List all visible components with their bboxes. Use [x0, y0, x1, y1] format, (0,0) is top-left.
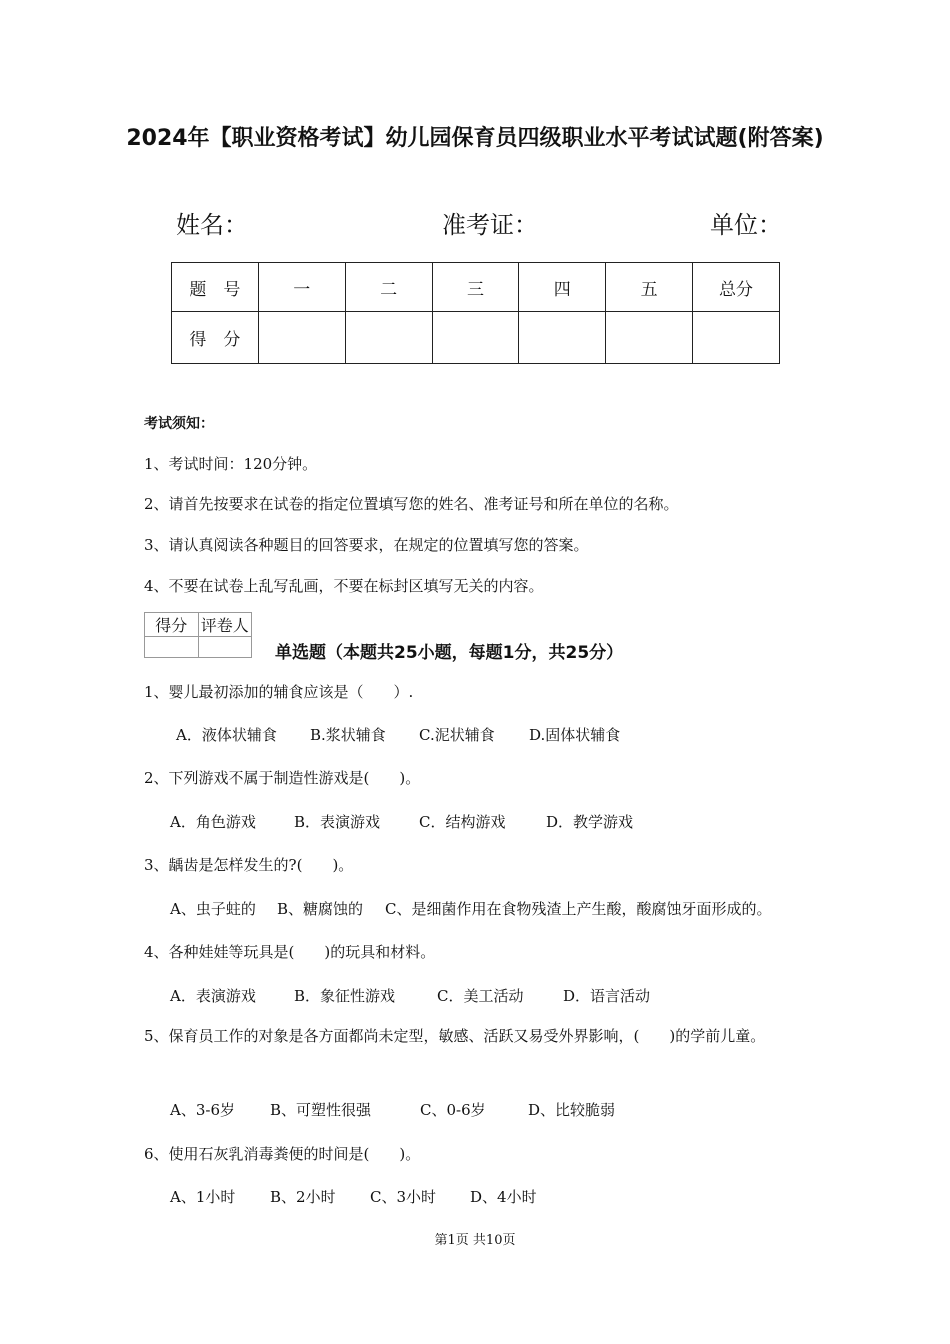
option-4c: C．美工活动: [437, 987, 524, 1005]
score-table-score-row: [172, 312, 780, 364]
score-header-cell: 题 号: [172, 263, 259, 312]
option-5b: B、可塑性很强: [270, 1101, 372, 1119]
score-cell: [432, 312, 519, 364]
option-6b: B、2小时: [270, 1188, 336, 1206]
grader-name-cell: [198, 637, 252, 658]
score-table-header-row: [172, 263, 780, 312]
option-2a: A．角色游戏: [170, 813, 256, 831]
option-1b: B.浆状辅食: [310, 726, 386, 744]
score-cell: [606, 312, 693, 364]
page-title: 2024年【职业资格考试】幼儿园保育员四级职业水平考试试题(附答案): [126, 126, 824, 151]
note-item: 1、考试时间：120分钟。: [144, 455, 318, 473]
grader-score-label: 得分: [145, 613, 199, 637]
option-1d: D.固体状辅食: [529, 726, 621, 744]
option-6c: C、3小时: [370, 1188, 437, 1206]
option-1a: A．液体状辅食: [176, 726, 277, 744]
score-cell: [693, 312, 780, 364]
option-3c: C、是细菌作用在食物残渣上产生酸，酸腐蚀牙面形成的。: [385, 900, 772, 918]
question-3: 3、龋齿是怎样发生的?( )。: [144, 856, 354, 874]
score-header-cell: 总分: [693, 263, 780, 312]
option-3b: B、糖腐蚀的: [277, 900, 364, 918]
section-title: 单选题（本题共25小题，每题1分，共25分）: [275, 643, 624, 663]
grader-name-label: 评卷人: [198, 613, 252, 637]
option-6a: A、1小时: [170, 1188, 236, 1206]
question-5: 5、保育员工作的对象是各方面都尚未定型，敏感、活跃又易受外界影响，( )的学前儿童。: [144, 1027, 766, 1045]
option-2b: B．表演游戏: [294, 813, 381, 831]
question-1: 1、婴儿最初添加的辅食应该是（ ）.: [144, 683, 414, 701]
name-label: 姓名：: [176, 211, 248, 239]
score-header-cell: 三: [432, 263, 519, 312]
score-table: [171, 262, 780, 364]
score-cell: [258, 312, 345, 364]
note-item: 2、请首先按要求在试卷的指定位置填写您的姓名、准考证号和所在单位的名称。: [144, 495, 679, 513]
option-5d: D、比较脆弱: [528, 1101, 616, 1119]
question-2: 2、下列游戏不属于制造性游戏是( )。: [144, 769, 421, 787]
option-1c: C.泥状辅食: [419, 726, 495, 744]
notes-heading: 考试须知：: [144, 416, 214, 432]
exam-id-label: 准考证：: [442, 211, 538, 239]
option-5a: A、3-6岁: [170, 1101, 235, 1119]
score-header-cell: 四: [519, 263, 606, 312]
score-cell: [519, 312, 606, 364]
option-4d: D．语言活动: [563, 987, 651, 1005]
grader-box: [144, 612, 252, 658]
page-footer: 第1页 共10页: [434, 1233, 516, 1248]
score-header-cell: 二: [345, 263, 432, 312]
note-item: 3、请认真阅读各种题目的回答要求，在规定的位置填写您的答案。: [144, 536, 589, 554]
option-2c: C．结构游戏: [419, 813, 506, 831]
option-4b: B．象征性游戏: [294, 987, 396, 1005]
question-6: 6、使用石灰乳消毒粪便的时间是( )。: [144, 1145, 421, 1163]
question-4: 4、各种娃娃等玩具是( )的玩具和材料。: [144, 943, 436, 961]
option-6d: D、4小时: [470, 1188, 537, 1206]
option-2d: D．教学游戏: [546, 813, 634, 831]
grader-score-cell: [145, 637, 199, 658]
unit-label: 单位：: [710, 211, 782, 239]
note-item: 4、不要在试卷上乱写乱画，不要在标封区填写无关的内容。: [144, 577, 544, 595]
option-3a: A、虫子蛀的: [170, 900, 256, 918]
score-header-cell: 一: [258, 263, 345, 312]
option-5c: C、0-6岁: [420, 1101, 486, 1119]
option-4a: A．表演游戏: [170, 987, 256, 1005]
score-row-label: 得 分: [172, 312, 259, 364]
score-cell: [345, 312, 432, 364]
score-header-cell: 五: [606, 263, 693, 312]
